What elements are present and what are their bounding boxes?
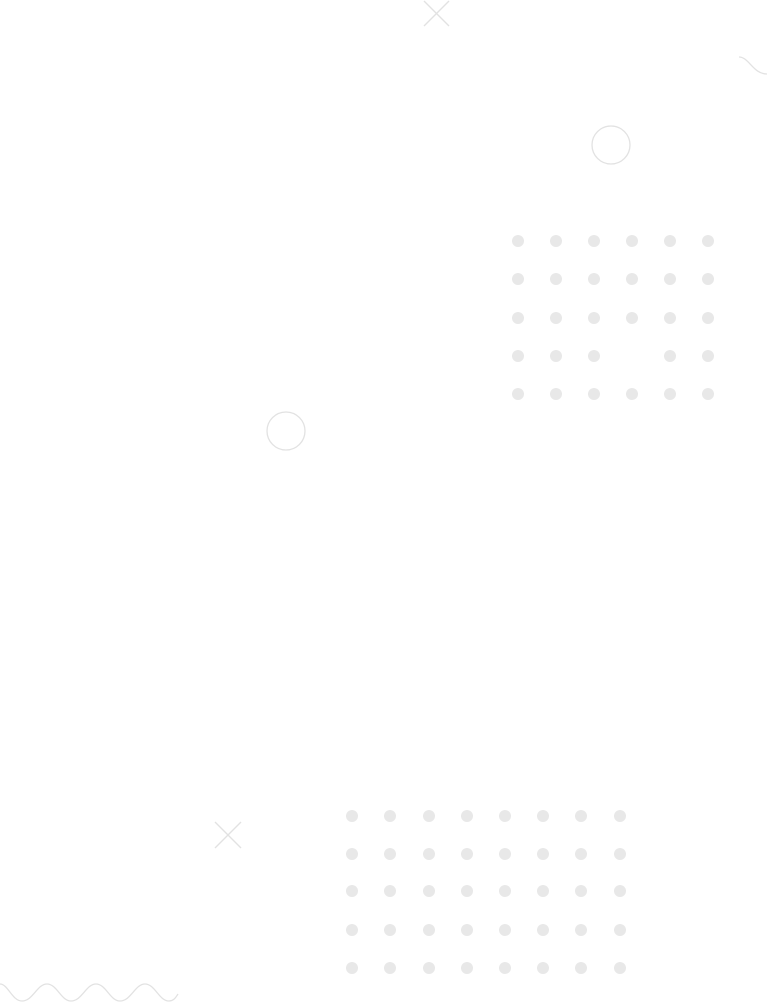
dot (664, 312, 676, 324)
dot (588, 350, 600, 362)
dot (664, 388, 676, 400)
dot (384, 924, 396, 936)
dot (499, 962, 511, 974)
dot (550, 350, 562, 362)
dot (512, 350, 524, 362)
dot (702, 273, 714, 285)
dot (626, 388, 638, 400)
wave-line-icon (739, 57, 767, 74)
dot (537, 924, 549, 936)
dot (537, 848, 549, 860)
dot (461, 810, 473, 822)
dot-grid-icon (512, 235, 714, 400)
dot (614, 924, 626, 936)
dot (702, 235, 714, 247)
dot (499, 848, 511, 860)
dot (423, 924, 435, 936)
dot (384, 885, 396, 897)
dot (614, 885, 626, 897)
dot (346, 962, 358, 974)
dot (461, 885, 473, 897)
dot (614, 962, 626, 974)
dot (346, 848, 358, 860)
dot (384, 848, 396, 860)
dot (461, 848, 473, 860)
dot (346, 810, 358, 822)
dot (537, 962, 549, 974)
dot (702, 312, 714, 324)
dot (537, 810, 549, 822)
dot (499, 924, 511, 936)
dot (588, 273, 600, 285)
dot (702, 350, 714, 362)
cross-icon (424, 1, 449, 26)
dot (461, 924, 473, 936)
dot (423, 885, 435, 897)
dot (550, 312, 562, 324)
dot (626, 312, 638, 324)
dot (499, 885, 511, 897)
dot (384, 962, 396, 974)
dot (384, 810, 396, 822)
dot (575, 924, 587, 936)
dot (461, 962, 473, 974)
dot (512, 388, 524, 400)
circle-outline-icon (267, 412, 305, 450)
wave-line-icon (0, 984, 178, 1001)
dot (423, 848, 435, 860)
dot (588, 235, 600, 247)
dot (575, 810, 587, 822)
dot (664, 350, 676, 362)
dot (550, 273, 562, 285)
dot (588, 388, 600, 400)
dot (664, 273, 676, 285)
dot (499, 810, 511, 822)
dot (626, 235, 638, 247)
dot (588, 312, 600, 324)
dot (423, 810, 435, 822)
dot (512, 235, 524, 247)
dot (512, 312, 524, 324)
dot (346, 885, 358, 897)
dot (614, 810, 626, 822)
dot (550, 388, 562, 400)
circle-outline-icon (592, 126, 630, 164)
dot (575, 848, 587, 860)
dot-grid-icon (346, 810, 626, 974)
dot (575, 962, 587, 974)
dot (702, 388, 714, 400)
dot (664, 235, 676, 247)
dot (346, 924, 358, 936)
dot (512, 273, 524, 285)
cross-icon (215, 822, 241, 848)
dot (537, 885, 549, 897)
dot (575, 885, 587, 897)
dot (626, 273, 638, 285)
dot (423, 962, 435, 974)
dot (550, 235, 562, 247)
dot (614, 848, 626, 860)
